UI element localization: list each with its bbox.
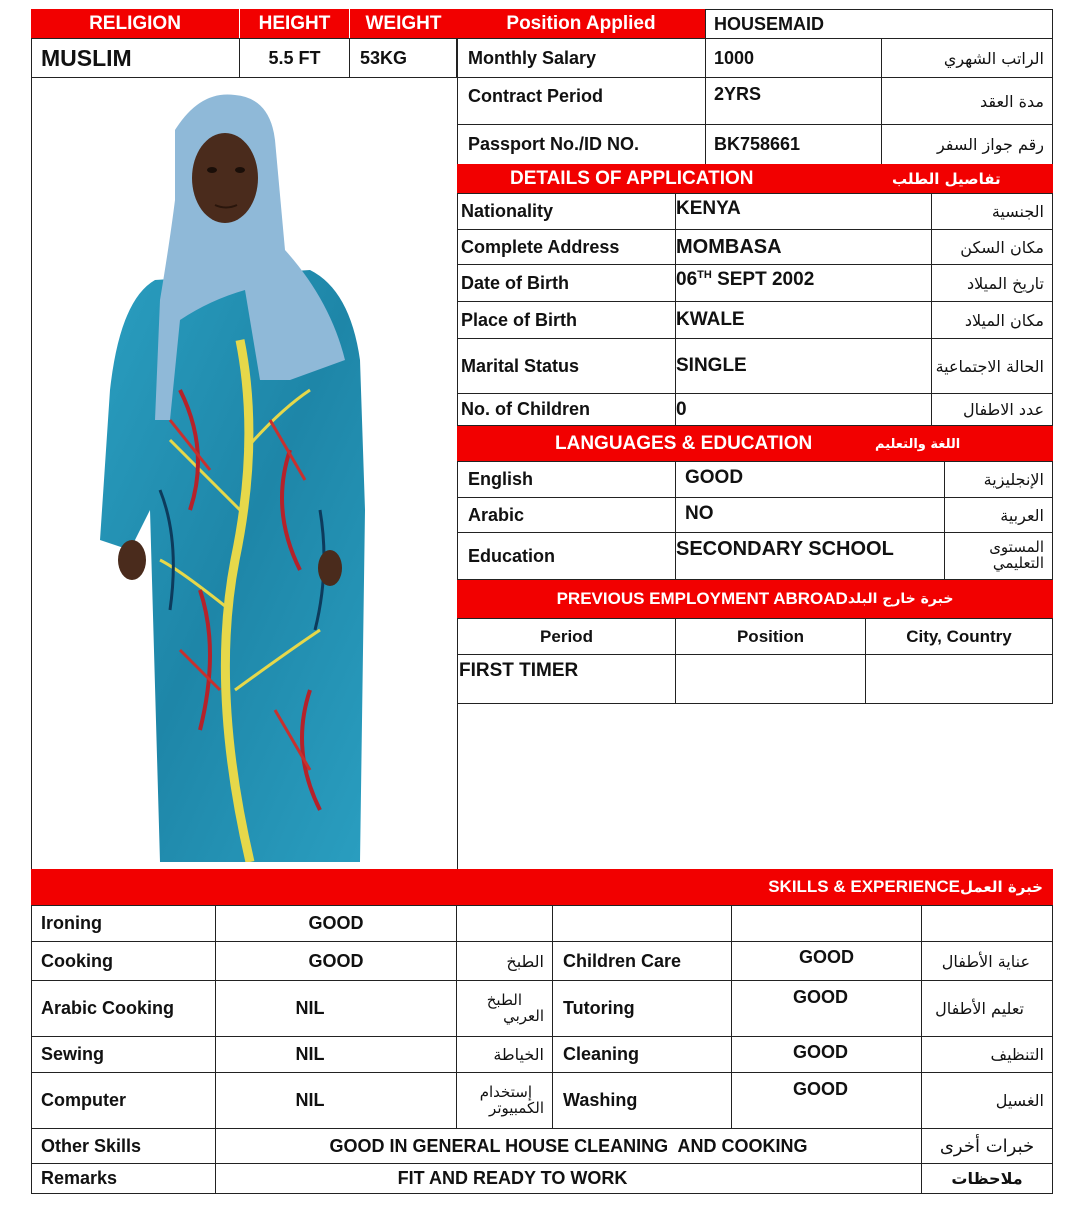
skill-value-ironing: GOOD bbox=[215, 905, 457, 942]
skill-label-cooking: Cooking bbox=[31, 941, 216, 981]
height-value: 5.5 FT bbox=[239, 38, 350, 78]
monthly-salary-arabic: الراتب الشهري bbox=[881, 38, 1053, 78]
skills-header bbox=[31, 869, 1053, 905]
education-arabic-line1: المستوى bbox=[989, 538, 1044, 557]
skill-arabic-ironing bbox=[456, 905, 553, 942]
contract-period-value: 2YRS bbox=[705, 77, 882, 125]
remarks-label: Remarks bbox=[31, 1163, 216, 1194]
marital-label: Marital Status bbox=[457, 338, 676, 394]
nationality-value: KENYA bbox=[675, 193, 932, 230]
address-label: Complete Address bbox=[457, 229, 676, 265]
remarks-value: FIT AND READY TO WORK bbox=[215, 1163, 922, 1194]
nationality-arabic: الجنسية bbox=[931, 193, 1053, 230]
dob-day-suffix: TH bbox=[697, 269, 712, 281]
arabic-cooking-arabic-line1: الطبخ bbox=[486, 990, 522, 1009]
skill-value-arabic-cooking: NIL bbox=[215, 980, 457, 1037]
employment-row-position bbox=[675, 654, 866, 704]
passport-label: Passport No./ID NO. bbox=[457, 124, 706, 165]
dob-month-year: SEPT 2002 bbox=[711, 269, 815, 290]
dob-day: 06 bbox=[676, 269, 698, 290]
position-applied-value: HOUSEMAID bbox=[705, 9, 1053, 39]
skill-arabic-cleaning: التنظيف bbox=[921, 1036, 1053, 1073]
pob-label: Place of Birth bbox=[457, 301, 676, 339]
languages-header bbox=[457, 426, 1053, 462]
skill-label-arabic-cooking: Arabic Cooking bbox=[31, 980, 216, 1037]
skill-value-washing: GOOD bbox=[731, 1072, 922, 1129]
education-label: Education bbox=[457, 532, 676, 580]
skill-label-sewing: Sewing bbox=[31, 1036, 216, 1073]
weight-header-label: WEIGHT bbox=[365, 12, 442, 34]
skill-value-children-care: GOOD bbox=[731, 941, 922, 981]
skill-value-empty bbox=[731, 905, 922, 942]
skill-arabic-empty bbox=[921, 905, 1053, 942]
skills-title-arabic: خبرة العمل bbox=[959, 878, 1043, 896]
skill-arabic-computer bbox=[456, 1072, 553, 1129]
skill-arabic-arabic-cooking bbox=[456, 980, 553, 1037]
employment-title: PREVIOUS EMPLOYMENT ABROAD bbox=[556, 589, 848, 608]
arabic-cooking-arabic-line2: العربي bbox=[503, 1006, 544, 1025]
employment-header bbox=[457, 580, 1053, 618]
passport-value: BK758661 bbox=[705, 124, 882, 165]
skill-label-washing: Washing bbox=[552, 1072, 732, 1129]
skill-value-cleaning: GOOD bbox=[731, 1036, 922, 1073]
languages-title: LANGUAGES & EDUCATION bbox=[555, 433, 813, 454]
skill-label-computer: Computer bbox=[31, 1072, 216, 1129]
other-skills-label: Other Skills bbox=[31, 1128, 216, 1164]
education-arabic bbox=[944, 532, 1053, 580]
arabic-arabic: العربية bbox=[944, 497, 1053, 533]
skills-title: SKILLS & EXPERIENCE bbox=[768, 877, 960, 896]
english-value: GOOD bbox=[675, 461, 945, 498]
skill-label-tutoring: Tutoring bbox=[552, 980, 732, 1037]
employment-title-arabic: خبرة خارج البلد bbox=[847, 591, 954, 607]
position-applied-header bbox=[457, 9, 705, 38]
skill-arabic-washing: الغسيل bbox=[921, 1072, 1053, 1129]
skill-label-ironing: Ironing bbox=[31, 905, 216, 942]
education-value: SECONDARY SCHOOL bbox=[675, 532, 945, 580]
applicant-photo bbox=[60, 90, 390, 862]
arabic-value: NO bbox=[675, 497, 945, 533]
skill-arabic-cooking: الطبخ bbox=[456, 941, 553, 981]
employment-row-city bbox=[865, 654, 1053, 704]
skill-label-children-care: Children Care bbox=[552, 941, 732, 981]
height-header-label: HEIGHT bbox=[258, 12, 331, 34]
pob-value: KWALE bbox=[675, 301, 932, 339]
education-arabic-line2: التعليمي bbox=[992, 554, 1044, 572]
computer-arabic-line2: الكمبيوتر bbox=[489, 1098, 544, 1117]
employment-row-period: FIRST TIMER bbox=[457, 654, 676, 704]
face-shape bbox=[192, 133, 258, 223]
computer-arabic-line1: إستخدام bbox=[479, 1082, 532, 1101]
pob-arabic: مكان الميلاد bbox=[931, 301, 1053, 339]
skill-value-computer: NIL bbox=[215, 1072, 457, 1129]
address-value: MOMBASA bbox=[675, 229, 932, 265]
contract-period-label: Contract Period bbox=[457, 77, 706, 125]
languages-title-arabic: اللغة والتعليم bbox=[875, 436, 961, 452]
marital-arabic: الحالة الاجتماعية bbox=[931, 338, 1053, 394]
arabic-label: Arabic bbox=[457, 497, 676, 533]
details-title: DETAILS OF APPLICATION bbox=[510, 167, 754, 189]
skill-value-sewing: NIL bbox=[215, 1036, 457, 1073]
contract-period-arabic: مدة العقد bbox=[881, 77, 1053, 125]
skill-arabic-tutoring: تعليم الأطفال bbox=[921, 980, 1053, 1037]
monthly-salary-value: 1000 bbox=[705, 38, 882, 78]
children-label: No. of Children bbox=[457, 393, 676, 426]
weight-value: 53KG bbox=[349, 38, 457, 78]
english-label: English bbox=[457, 461, 676, 498]
employment-col-position: Position bbox=[675, 618, 866, 655]
dob-value bbox=[675, 264, 932, 302]
religion-header bbox=[31, 9, 239, 38]
skill-value-cooking: GOOD bbox=[215, 941, 457, 981]
employment-col-city: City, Country bbox=[865, 618, 1053, 655]
english-arabic: الإنجليزية bbox=[944, 461, 1053, 498]
details-title-arabic: تفاصيل الطلب bbox=[892, 169, 1001, 188]
employment-col-period: Period bbox=[457, 618, 676, 655]
passport-arabic: رقم جواز السفر bbox=[881, 124, 1053, 165]
religion-header-label: RELIGION bbox=[89, 12, 181, 34]
nationality-label: Nationality bbox=[457, 193, 676, 230]
skill-arabic-sewing: الخياطة bbox=[456, 1036, 553, 1073]
marital-value: SINGLE bbox=[675, 338, 932, 394]
applicant-photo-illustration bbox=[60, 90, 390, 862]
religion-value: MUSLIM bbox=[31, 38, 240, 78]
skill-arabic-children-care: عناية الأطفال bbox=[921, 941, 1053, 981]
other-skills-value: GOOD IN GENERAL HOUSE CLEANING AND COOKING bbox=[215, 1128, 922, 1164]
dob-label: Date of Birth bbox=[457, 264, 676, 302]
position-applied-label: Position Applied bbox=[506, 12, 656, 34]
skill-label-cleaning: Cleaning bbox=[552, 1036, 732, 1073]
height-header bbox=[239, 9, 349, 38]
children-value: 0 bbox=[675, 393, 932, 426]
monthly-salary-label: Monthly Salary bbox=[457, 38, 706, 78]
address-arabic: مكان السكن bbox=[931, 229, 1053, 265]
other-skills-arabic: خبرات أخرى bbox=[921, 1128, 1053, 1164]
skill-value-tutoring: GOOD bbox=[731, 980, 922, 1037]
dob-arabic: تاريخ الميلاد bbox=[931, 264, 1053, 302]
details-header bbox=[457, 164, 1053, 193]
children-arabic: عدد الاطفال bbox=[931, 393, 1053, 426]
skill-label-empty bbox=[552, 905, 732, 942]
weight-header bbox=[349, 9, 457, 38]
remarks-arabic: ملاحظات bbox=[921, 1163, 1053, 1194]
